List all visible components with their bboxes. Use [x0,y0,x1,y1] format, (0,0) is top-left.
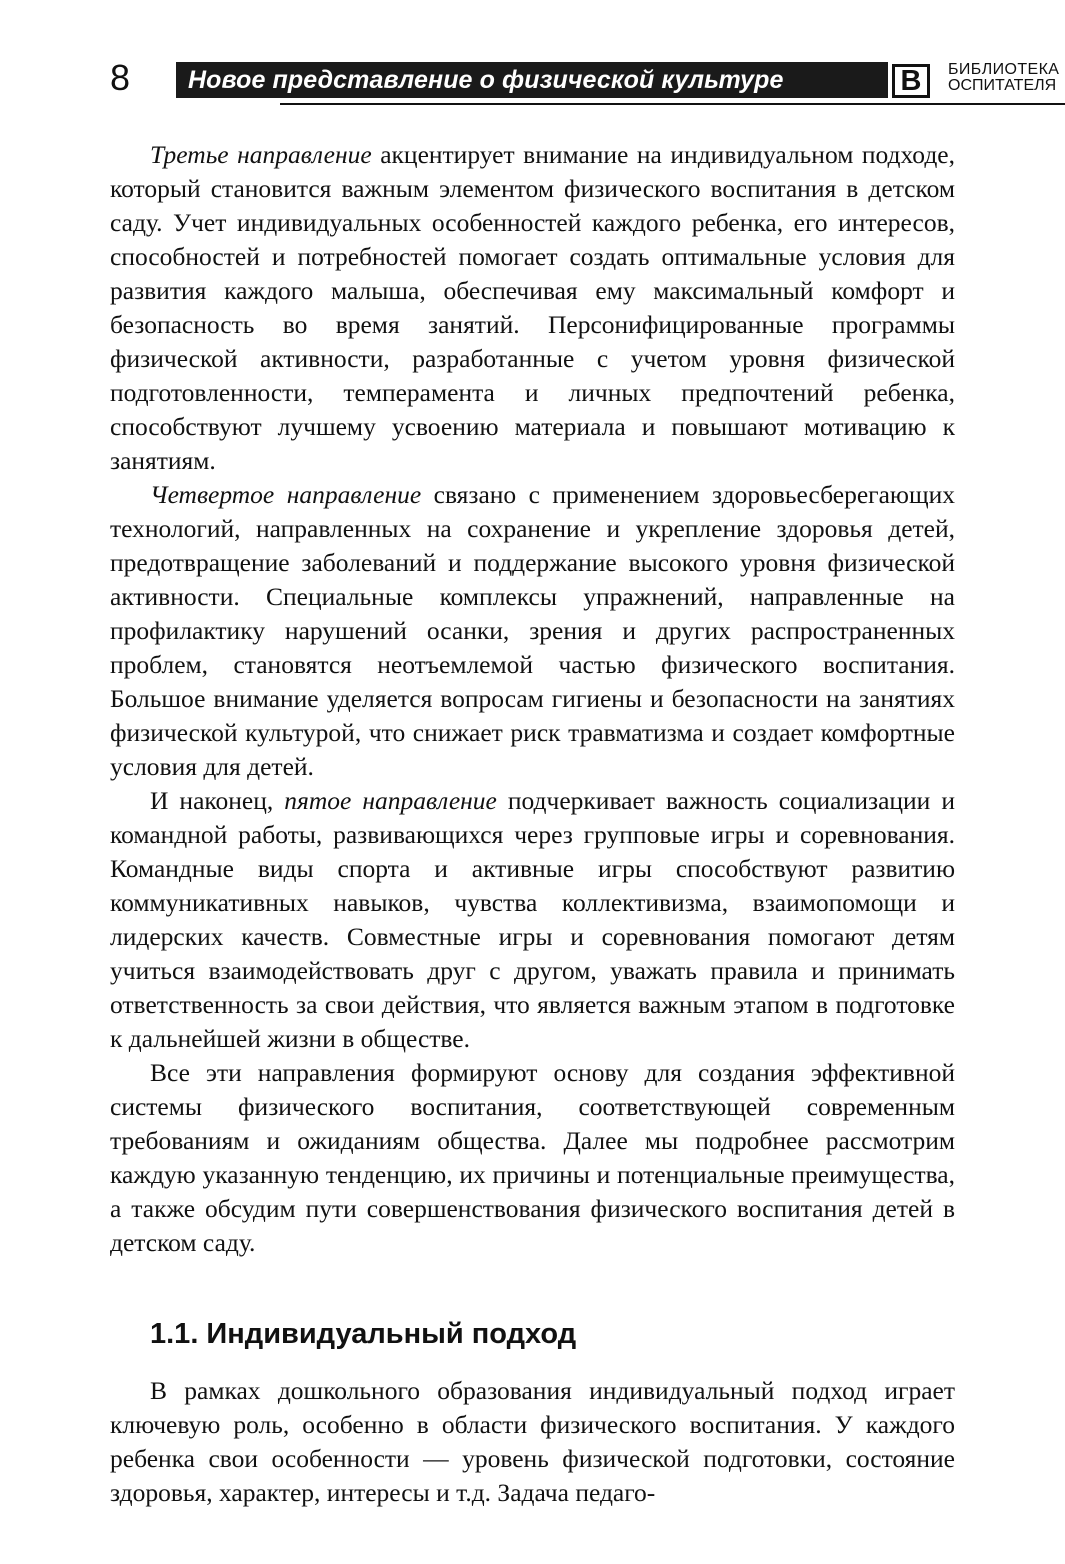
page-header [110,56,1060,106]
paragraph-text: подчеркивает важность социализации и командной работы, развивающихся через групповые игры и соревнования. Командные виды спорта и активные игры способствуют развитию коммуникативных навыков, чувства коллективизма, взаимопомощи и лидерских качеств. Совместные игры и соревнования помогают детям учиться взаимодействовать друг с другом, уважать правила и принимать ответственность за свои действия, что является важным этапом в подготовке к дальнейшей жизни в обществе. [110,786,955,1053]
section-heading: 1.1. Индивидуальный подход [150,1318,577,1350]
paragraph-italic-lead: пятое направление [284,786,497,815]
header-rule [280,103,1065,105]
series-logo [892,62,952,100]
paragraph-summary [110,1056,955,1260]
section-paragraph: В рамках дошкольного образования индивидуальный подход играет ключевую роль, особенно в области физического воспитания. У каждого ребенка свои особенности — уровень физической подготовки, состояние здоровья, характер, интересы и т.д. Задача педаго- [110,1376,955,1507]
paragraph-fifth-direction [110,784,955,1056]
logo-text-line-1: БИБЛИОТЕКА [948,61,1060,78]
paragraph-text: связано с применением здоровьесберегающих технологий, направленных на сохранение и укрепление здоровья детей, предотвращение заболеваний и поддержание высокого уровня физической активности. Специальные комплексы упражнений, направленные на профилактику нарушений осанки, зрения и других распространенных проблем, становятся неотъемлемой частью физического воспитания. Большое внимание уделяется вопросам гигиены и безопасности на занятиях физической культурой, что снижает риск травматизма и создает комфортные условия для детей. [110,480,955,781]
paragraph-text: Все эти направления формируют основу для создания эффективной системы физического воспитания, соответствующей современным требованиям и ожиданиям общества. Далее мы подробнее рассмотрим каждую указанную тенденцию, их причины и потенциальные преимущества, а также обсудим пути совершенствования физического воспитания детей в детском саду. [110,1058,955,1257]
running-title-bar [176,62,888,98]
running-title: Новое представление о физической культуре [188,65,784,94]
paragraph-italic-lead: Третье направление [150,140,372,169]
logo-text-line-2: ОСПИТАТЕЛЯ [948,77,1057,94]
paragraph-italic-lead: Четвертое направление [150,480,422,509]
logo-letter-box: В [892,64,930,98]
series-logo-text [948,62,1059,94]
page-number: 8 [110,57,131,98]
paragraph-third-direction [110,138,955,478]
paragraph-fourth-direction [110,478,955,784]
paragraph-text: акцентирует внимание на индивидуальном подходе, который становится важным элементом физического воспитания в детском саду. Учет индивидуальных особенностей каждого ребенка, его интересов, способностей и потребностей помогает создать оптимальные условия для развития каждого малыша, обеспечивая ему максимальный комфорт и безопасность во время занятий. Персонифицированные программы физической активности, разработанные с учетом уровня физической подготовленности, темперамента и личных предпочтений ребенка, способствуют лучшему усвоению материала и повышают мотивацию к занятиям. [110,140,955,475]
page-body [110,138,955,1510]
paragraph-lead: И наконец, [150,786,285,815]
